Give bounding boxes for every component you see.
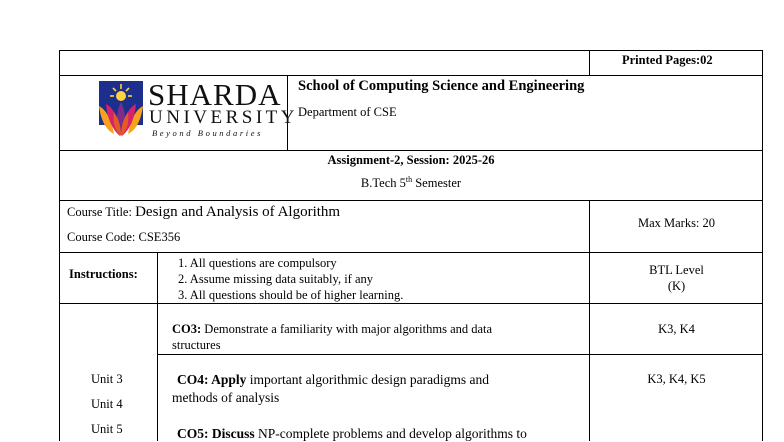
btl-level-label: BTL Level [649,263,704,277]
course-title-label: Course Title: [67,205,136,219]
unit-label: Unit 4 [91,397,123,411]
outcome-co4 [177,372,489,388]
outcome-text: NP-complete problems and develop algorithms to [254,426,527,441]
outcome-level: K3, K4 [658,322,695,336]
outcome-code: CO5: Discuss [177,426,255,441]
course-code: Course Code: CSE356 [67,230,181,244]
program-sup: th [405,174,413,184]
school-name: School of Computing Science and Engineering [298,78,585,94]
outcome-co5 [177,426,527,442]
outcome-code: CO4: Apply [177,372,247,387]
unit-label: Unit 5 [91,422,123,436]
outcome-co3-line2: structures [172,338,221,352]
assignment-title-text: Assignment-2, Session: 2025-26 [327,153,495,167]
border-row2-bottom [59,150,763,151]
unit-label: Unit 3 [91,372,123,386]
outcome-text: Demonstrate a familiarity with major algorithms and data [201,322,493,336]
printed-pages: Printed Pages:02 [622,53,713,67]
assignment-title [0,153,784,168]
btl-level-unit: (K) [667,279,686,293]
course-title [67,203,340,221]
department-name: Department of CSE [298,105,397,119]
border-co3-bottom [157,354,763,355]
semester-label: Semester [412,176,462,190]
logo-tagline: Beyond Boundaries [152,128,264,138]
max-marks: Max Marks: 20 [637,216,716,230]
border-row3-bottom [59,200,763,201]
instruction-item: 1. All questions are compulsory [178,256,337,270]
instructions-list [178,255,403,303]
logo-wordmark: SHARDA [148,77,282,112]
border-top [59,50,763,51]
border-row5-bottom [59,303,763,304]
border-marks-left [589,200,590,441]
border-instructions-left [157,252,158,441]
logo-subtitle: UNIVERSITY [149,107,298,128]
program-semester [0,176,784,191]
outcome-level: K3, K4, K5 [647,372,706,386]
program-name: B.Tech 5 [360,176,406,190]
instruction-item: 3. All questions should be of higher learning. [178,288,404,302]
outcome-code: CO3: [172,322,202,336]
border-row4-bottom [59,252,763,253]
outcome-text: important algorithmic design paradigms and [246,372,489,387]
outcome-co3 [172,322,492,337]
course-title-value: Design and Analysis of Algorithm [135,204,341,220]
sharda-university-logo [96,77,298,142]
instruction-item: 2. Assume missing data suitably, if any [178,272,374,286]
border-printed-left [589,50,590,75]
border-left [59,50,60,441]
outcome-co4-line2: methods of analysis [172,390,280,405]
instructions-label: Instructions: [69,267,138,281]
